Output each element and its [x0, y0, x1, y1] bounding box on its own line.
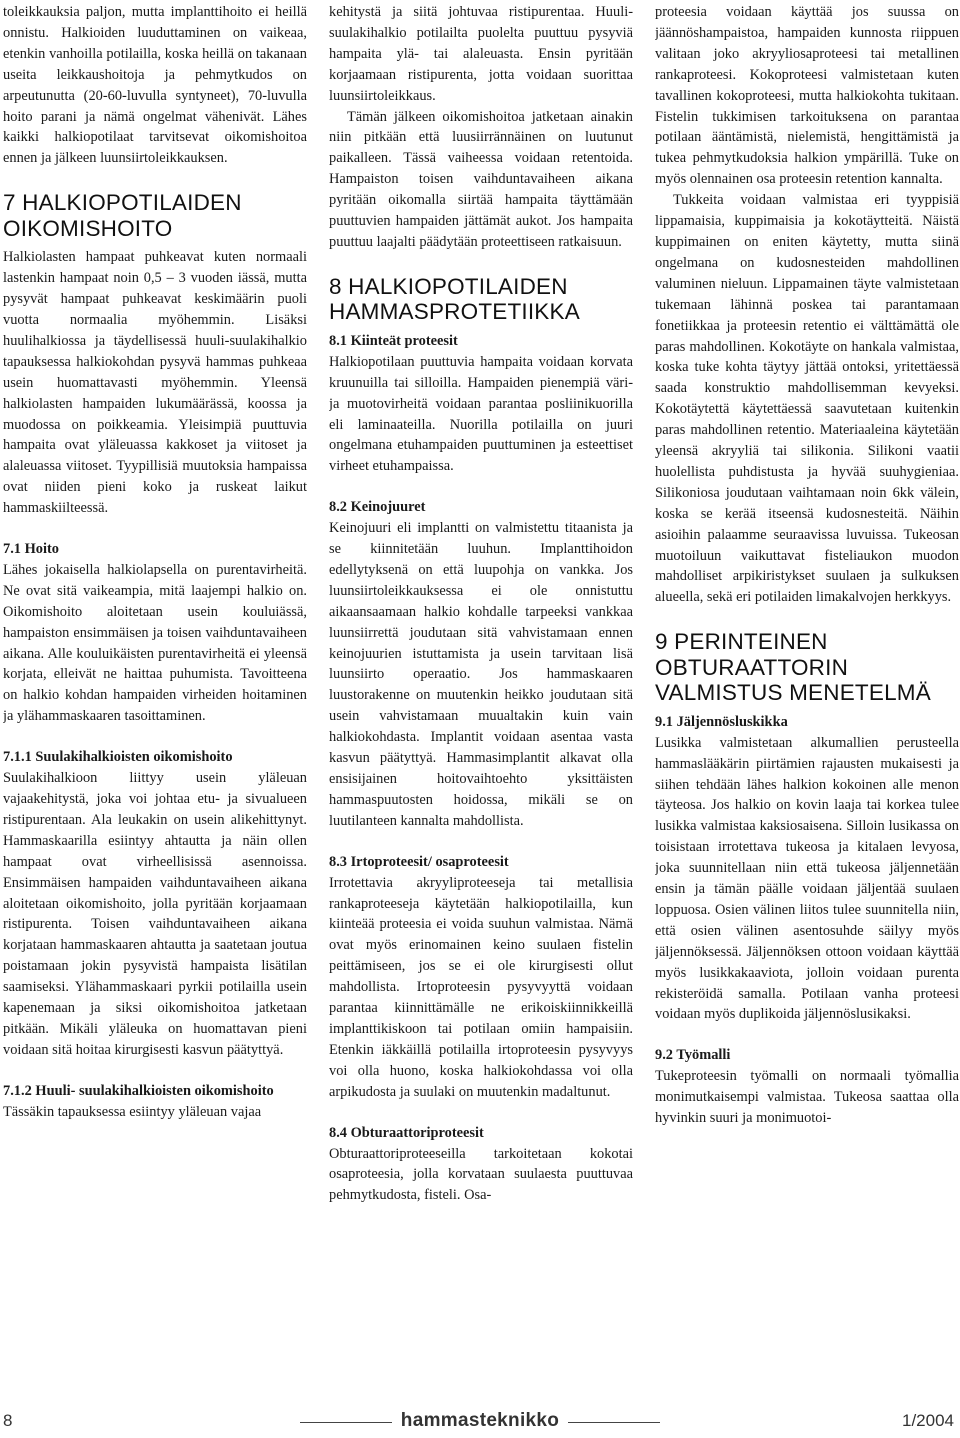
- subheading-7-1-1: 7.1.1 Suulakihalkioisten oikomishoito: [3, 749, 233, 766]
- subheading-7-1: 7.1 Hoito: [3, 541, 59, 558]
- paragraph: toleikkauksia paljon, mutta implanttihoito ei heillä onnistu. Halkioiden luuduttaminen on vaikeaa, etenkin vanhoilla potilailla, koska heillä on takanaan useita leikkaushoitoja ja pehmytkudos on arpeutunutta (20-60-luvulla syntyneet), 70-luvulla hoito parani ja nämä ongelmat vähenivät. Lähes kaikki halkiopotilaat tarvitsevat oikomishoitoa ennen ja jälkeen luunsiirtoleikkauksen.: [3, 4, 307, 167]
- page-number: 8: [3, 1411, 13, 1430]
- subheading-7-1-2: 7.1.2 Huuli- suulakihalkioisten oikomishoito: [3, 1082, 274, 1099]
- column-left: [3, 2, 307, 1402]
- footer-brand: [300, 1412, 660, 1434]
- paragraph: Halkiolasten hampaat puhkeavat kuten normaali lastenkin hampaat noin 0,5 – 3 vuoden iässä, mutta pysyvät hampaat puhkeavat keskimäärin puoli vuotta normaalia myöhemmin. Lisäksi huulihalkiossa ja täydellisessä huuli-suulakihalkio tapauksessa halkiokohdan pysyvä hammas puhkeaa usein huomattavasti myöhemmin. Yleensä halkiolasten hampaiden lukumäärässä, koossa ja muodossa on poikkeamia. Yleisimpiä puuttuvia hampaita ovat yläleuassa kakkoset ja viitoset ja alaleuassa viitoset. Tyypillisiä muutoksia hampaissa ovat niiden pieni koko ja ruskeat laikut hammaskiilteessä.: [3, 249, 307, 517]
- paragraph: Suulakihalkioon liittyy usein yläleuan vajaakehitystä, joka voi johtaa etu- ja sivualueen ristipurentaan. Ala leukakin on usein alikehittynyt. Hammaskaarilla esiintyy ahtautta ja näin ollen hampaat ovat virheellisissä asennoissa. Ensimmäisen hampaiden vaihduntavaiheen aikana aloitetaan oikomishoito, jolla pyritään korjaamaan ristipurenta. Toisen vaihduntavaiheen aikana korjataan hammaskaaren ahtautta ja saatetaan joutua poistamaan jokin pysyvistä hampaista lisätilan saamiseksi. Ylähammaskaari pyrkii potilailla usein kapenemaan ja siksi oikomishoitoa jatketaan pitkään. Mikäli yläleuka on huomattavan pieni voidaan sitä hoitaa kirurgisesti kasvun päätyttyä.: [3, 770, 307, 1058]
- subheading-9-2: 9.2 Työmalli: [655, 1047, 731, 1064]
- paragraph: Tukeproteesin työmalli on normaali työmallia monimutkaisempi valmistaa. Tukeosa saattaa olla hyvinkin suuri ja monimuotoi-: [655, 1068, 959, 1127]
- subheading-8-1: 8.1 Kiinteät proteesit: [329, 332, 458, 349]
- column-right: [655, 2, 959, 1402]
- footer-rule-right: [568, 1422, 660, 1423]
- paragraph: proteesia voidaan käyttää jos suussa on jäännöshampaistoa, hampaiden kunnosta riippuen valitaan joko akryyliosaproteesi tai metallinen rankaproteesi. Kokoproteesi valmistetaan kuten tavallinen kokoproteesi, mutta halkiokohta tukitaan. Fistelin tukkimisen tarkoituksena on parantaa potilaan ääntämistä, nielemistä, hengittämistä ja tukea pehmytkudoksia halkion ympärillä. Tuke on myös olennainen osa proteesin retention kannalta.: [655, 4, 959, 188]
- subheading-9-1: 9.1 Jäljennösluskikka: [655, 713, 788, 730]
- paragraph: Lähes jokaisella halkiolapsella on purentavirheitä. Ne ovat sitä vaikeampia, mitä laajempi halkio on. Oikomishoito aloitetaan usein kouluiässä, hampaiston ensimmäisen ja toisen vaihduntavaiheen aikana. Alle kouluikäisten purentavirheitä ei yleensä korjata, elleivät ne haittaa puhumista. Tavoitteena on halkio kohdan hampaiden virheiden hoitaminen ja ylähammaskaaren tasoittaminen.: [3, 561, 307, 725]
- paragraph: Tukkeita voidaan valmistaa eri tyyppisiä lippamaisia, kuppimaisia ja kokotäytteitä. Näistä kuppimainen on eniten käytetty, mutta siinä ongelmana on kudosnesteiden mahdollinen valuminen nieluun. Lippamainen täyte valmistetaan tukemaan lähinnä poskea tai parantamaan fonetiikkaa ja proteesin retentio ei välttämättä ole paras mahdollinen. Kokotäyte on hankala valmistaa, koska tuke kohta täytyy jättää ontoksi, yritettäessä saada konstruktio mahdollisemman kevyeksi. Kokotäytettä käytettäessä saavutetaan kuitenkin paras mahdollinen retentio. Materiaaleina käytetään yleensä akryyliä tai silikonia. Silikoni vaatii huolellista puhdistusta ja hyvää suuhygieniaa. Silikoniosa joudutaan vaihtamaan noin 6kk välein, koska se kerää itseensä kudosnesteitä. Näihin asioihin palaamme seuraavissa luvuissa. Tukeosan muotoiluun vaikuttavat fisteliaukon muodon mahdolliset arpikiristykset suulaen ja sulkuksen alueella, sekä eri potilaiden limakalvojen herkkyys.: [655, 192, 959, 606]
- section-heading-9: 9 PERINTEINEN OBTURAATTORIN VALMISTUS MENETELMÄ: [655, 629, 931, 706]
- page-footer: [0, 1400, 960, 1438]
- paragraph: Halkiopotilaan puuttuvia hampaita voidaan korvata kruunuilla tai silloilla. Hampaiden pienempiä väri- ja muotovirheitä voidaan parantaa posliinikuorilla eli laminaateilla. Nuorilla potilailla on juuri ongelmana etuhampaiden puuttuminen ja esteettiset virheet etuhampaissa.: [329, 353, 633, 475]
- paragraph: Tässäkin tapauksessa esiintyy yläleuan vajaa: [3, 1103, 262, 1120]
- paragraph: Obturaattoriproteeseilla tarkoitetaan kokotai osaproteesia, jolla korvataan suulaesta puuttuvaa pehmytkudosta, fisteli. Osa-: [329, 1145, 633, 1204]
- issue-number: 1/2004: [902, 1411, 954, 1430]
- paragraph: kehitystä ja siitä johtuvaa ristipurentaa. Huuli- suulakihalkio potilailta puolelta puuttuu pysyviä hampaita ylä- tai alaleuasta. Ensin pyritään korjaamaan ristipurenta, jotta voidaan suorittaa luunsiirtoleikkaus.: [329, 4, 633, 104]
- paragraph: Lusikka valmistetaan alkumallien perusteella hammaslääkärin piirtämien rajausten mukaisesti ja siihen tehdään lähes halkion kokoinen alle menon täyteosa. Jos halkio on kovin laaja tai korkea tulee lusikka valmistaa kaksiosaisena. Silloin lusikassa on toisistaan irrotettava tukeosa ja kitalaen levyosa, joka suunnitellaan niin että tukeosa jäljennetään ensin ja tämän päälle voidaan jäljentää suulaen loppuosa. Osien välinen liitos tulee suunnitella niin, että osien välinen asentosuhde säilyy myös jäljennöksessä. Jäljennöksen ottoon voidaan käyttää myös lusikkakaaviota, jolloin voidaan purenta rekisteröidä samalla. Potilaan vanha proteesi voidaan myös duplikoida jäljennöslusikaksi.: [655, 734, 959, 1023]
- paragraph: Tämän jälkeen oikomishoitoa jatketaan ainakin niin pitkään että luusiirrännäinen on luutunut paikalleen. Tässä vaiheessa voidaan retentoida. Hampaiston toisen vaihduntavaiheen aikana pyritään oikomalla siirtää hampaita täyttämään puuttuvien hampaiden jättämät aukot. Jos hampaita puuttuu laajalti päädytään proteettiseen ratkaisuun.: [329, 108, 633, 250]
- paragraph: Keinojuuri eli implantti on valmistettu titaanista ja se kiinnitetään luuhun. Implanttihoidon edellytyksenä on että luupohja on vankka. Jos luunsiirtoleikkauksessa ei ole onnistuttu aikaansaamaan halkio kohdalle tarpeeksi vankkaa luunsiirrettä joudutaan sitä vahvistamaan ennen keinojuurien istuttamista ja usein tarvitaan lisä luunsiirto operaatio. Jos hammaskaaren luustorakenne on muutenkin heikko joudutaan sitä usein vahvistamaan muualtakin kuin vain halkiokohdasta. Implantit voidaan asentaa vasta kasvun päätyttyä. Hammasimplantit alkavat olla ensisijainen hoitovaihtoehto yksittäisten hammaspuutosten hoidossa, mikäli se on luutilanteen kannalta mahdollista.: [329, 520, 633, 829]
- footer-rule-left: [300, 1422, 392, 1423]
- column-middle: [329, 2, 633, 1402]
- subheading-8-4: 8.4 Obturaattoriproteesit: [329, 1124, 484, 1141]
- subheading-8-2: 8.2 Keinojuuret: [329, 499, 426, 516]
- paragraph: Irrotettavia akryyliproteeseja tai metallisia rankaproteeseja käytetään halkiopotilailla, kun kiinteää proteesia ei voida suuhun valmistaa. Nämä ovat myös erinomainen keino suulaen fistelin peittämiseen, jos se ei ole kirurgisesti ollut mahdollista. Irtoproteesin pysyvyyttä voidaan parantaa kiinnittämälle ne erikoiskiinnikkeillä implanttikiskoon tai potilaan omiin hampaisiin. Etenkin iäkkäillä potilailla irtoproteesin pysyvyys voi olla huono, koska halkiokohdassa voi olla arpikudosta ja suulaki on muutenkin madaltunut.: [329, 874, 633, 1100]
- section-heading-7: 7 HALKIOPOTILAIDEN OIKOMISHOITO: [3, 190, 242, 241]
- section-heading-8: 8 HALKIOPOTILAIDEN HAMMASPROTETIIKKA: [329, 273, 580, 325]
- subheading-8-3: 8.3 Irtoproteesit/ osaproteesit: [329, 853, 509, 870]
- magazine-logo: hammasteknikko: [400, 1410, 560, 1431]
